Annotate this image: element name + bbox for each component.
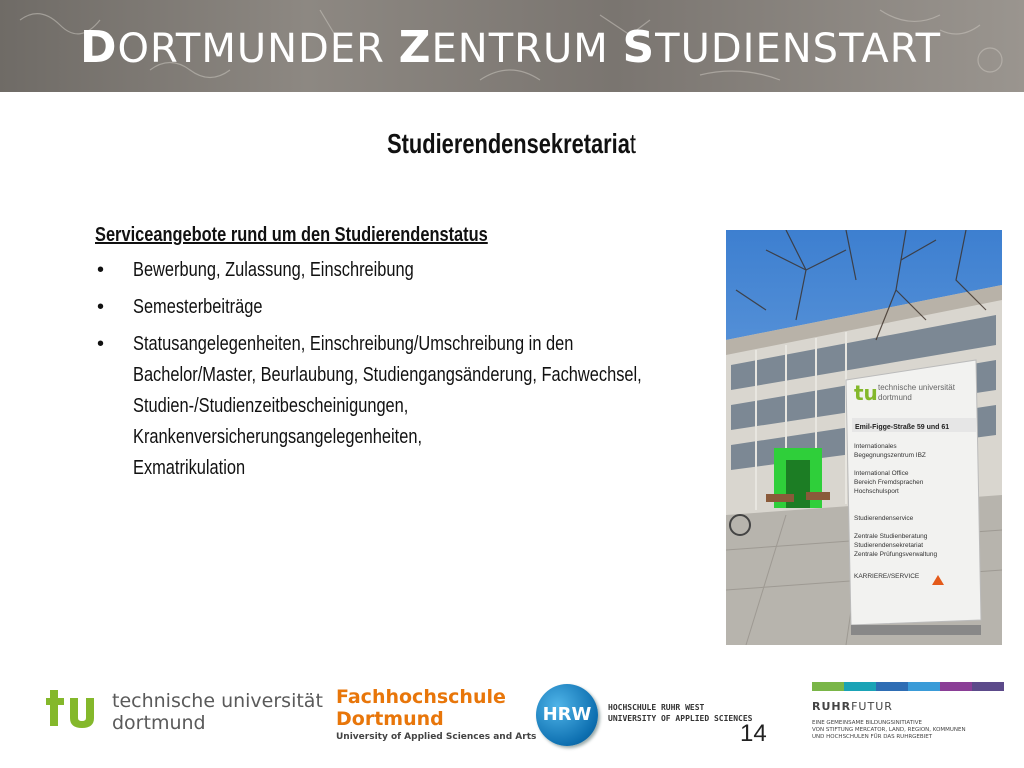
bullet-text-multiline (133, 329, 691, 484)
header-rest-1: ORTMUNDER (117, 26, 399, 72)
bullet-line: Exmatrikulation (133, 457, 246, 479)
rf-bar (876, 682, 908, 691)
sign-line: Hochschulsport (854, 488, 899, 495)
slide-title-rest: t (630, 128, 637, 159)
header-title (80, 22, 941, 73)
bullet-line: Bachelor/Master, Beurlaubung, Studiengangsänderung, Fachwechsel, (133, 364, 642, 386)
fh-dortmund-logo (336, 686, 506, 730)
sign-line: Internationales (854, 443, 897, 450)
hrw-line1: HOCHSCHULE RUHR WEST (608, 703, 705, 712)
rf-bar (812, 682, 844, 691)
sign-logo-line1: technische universität (878, 383, 955, 392)
bullet-line: Statusangelegenheiten, Einschreibung/Umschreibung in den (133, 333, 574, 355)
fh-subtitle: University of Applied Sciences and Arts (336, 732, 537, 742)
header-cap-1: D (80, 22, 118, 73)
sign-line: Zentrale Prüfungsverwaltung (854, 551, 938, 558)
header-rest-3: TUDIENSTART (655, 26, 942, 72)
rf-sub-line: UND HOCHSCHULEN FÜR DAS RUHRGEBIET (812, 734, 933, 740)
bullet-line: Studien-/Studienzeitbescheinigungen, (133, 395, 409, 417)
hrw-text (608, 702, 753, 724)
bullet-dot: • (97, 259, 105, 281)
ruhrfutur-color-bars (812, 682, 1004, 691)
sign-line: KARRIERE//SERVICE (854, 573, 920, 580)
bullet-list (95, 255, 705, 484)
slide-title (0, 128, 1024, 160)
building-photo (726, 230, 1002, 645)
rf-sub-line: VON STIFTUNG MERCATOR, LAND, REGION, KOMMUNEN (812, 727, 966, 733)
rf-bar (908, 682, 940, 691)
header-cap-2: Z (398, 22, 432, 73)
tu-line1: technische universität (112, 690, 323, 712)
header-banner (0, 0, 1024, 92)
sign-line: Begegnungszentrum IBZ (854, 452, 926, 459)
sign-line: Zentrale Studienberatung (854, 533, 928, 540)
sign-logo-line2: dortmund (878, 393, 912, 402)
tu-line2: dortmund (112, 712, 206, 734)
subheading: Serviceangebote rund um den Studierendenstatus (95, 224, 488, 246)
header-cap-3: S (622, 22, 656, 73)
sign-line: Bereich Fremdsprachen (854, 479, 924, 486)
sign-line: International Office (854, 470, 909, 477)
page-number: 14 (740, 720, 767, 747)
sign-line: Studierendenservice (854, 515, 914, 522)
slide-title-bold: Studierendensekretaria (387, 128, 631, 159)
bullet-text: Semesterbeiträge (133, 296, 263, 318)
bullet-item (95, 329, 705, 484)
tu-dortmund-text (112, 690, 323, 734)
ruhrfutur-title (812, 700, 893, 713)
bullet-item (95, 255, 705, 286)
rf-title-bold: RUHR (812, 700, 852, 713)
sign-tu-logo: tu (854, 381, 878, 405)
content-block (95, 224, 705, 490)
bullet-line: Krankenversicherungsangelegenheiten, (133, 426, 423, 448)
building-illustration (726, 230, 1002, 645)
bullet-text: Bewerbung, Zulassung, Einschreibung (133, 259, 414, 281)
rf-bar (972, 682, 1004, 691)
rf-bar (940, 682, 972, 691)
rf-title-rest: FUTUR (851, 700, 893, 713)
fh-line1: Fachhochschule (336, 686, 506, 708)
hrw-line2: UNIVERSITY OF APPLIED SCIENCES (608, 714, 753, 723)
bullet-dot: • (97, 333, 105, 355)
fh-line2: Dortmund (336, 708, 444, 730)
bullet-dot: • (97, 296, 105, 318)
hrw-logo-icon (536, 684, 598, 746)
hrw-label: HRW (542, 704, 592, 725)
rf-sub-line: EINE GEMEINSAME BILDUNGSINITIATIVE (812, 720, 922, 726)
sign-line: Studierendensekretariat (854, 542, 924, 549)
ruhrfutur-subtitle (812, 720, 1012, 741)
sign-address: Emil-Figge-Straße 59 und 61 (855, 424, 950, 431)
bullet-item (95, 292, 705, 323)
header-rest-2: ENTRUM (431, 26, 623, 72)
tu-dortmund-logo-icon (46, 688, 106, 734)
rf-bar (844, 682, 876, 691)
